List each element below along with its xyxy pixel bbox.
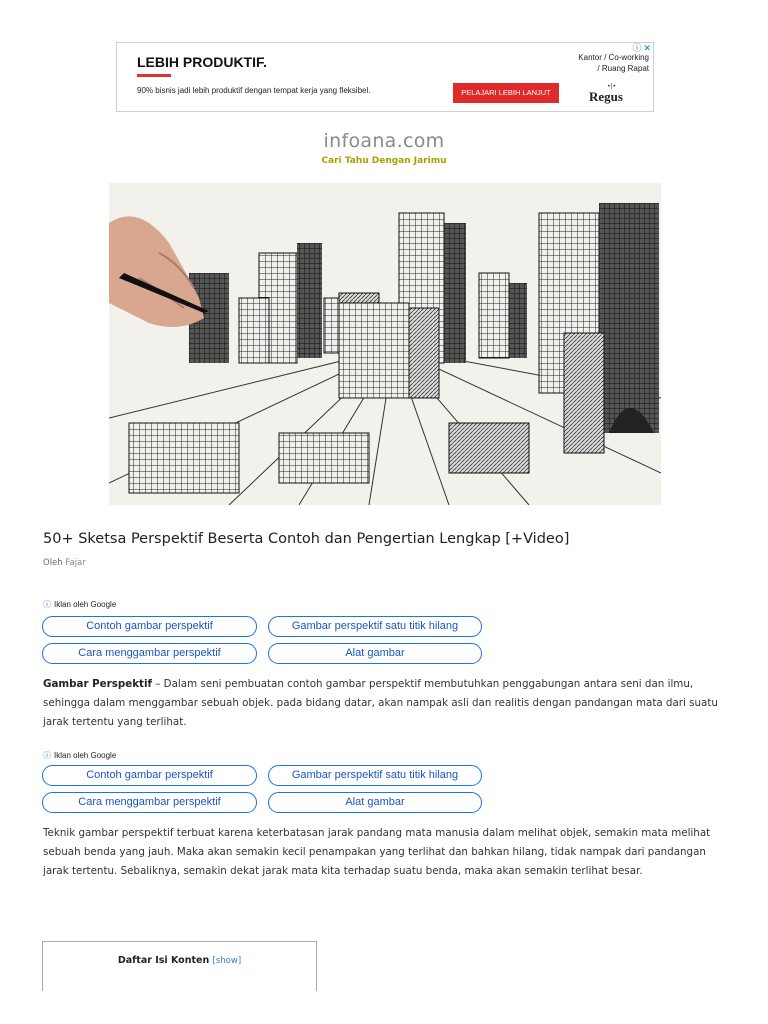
info-icon: ⓘ (43, 751, 51, 760)
ad-link-cara-menggambar[interactable]: Cara menggambar perspektif (42, 792, 257, 813)
ads-label-text: Iklan oleh Google (54, 751, 117, 760)
ads-by-google-label[interactable] (43, 750, 116, 761)
ad-link-alat-gambar[interactable]: Alat gambar (268, 792, 482, 813)
author-link[interactable]: Fajar (65, 558, 86, 568)
ad-headline: LEBIH PRODUKTIF. (137, 54, 267, 70)
ad-accent-bar (137, 74, 171, 77)
ad-body-text: 90% bisnis jadi lebih produktif dengan tempat kerja yang fleksibel. (137, 86, 371, 95)
ad-link-alat-gambar[interactable]: Alat gambar (268, 643, 482, 664)
toc-title (43, 955, 316, 966)
ad-link-cara-menggambar[interactable]: Cara menggambar perspektif (42, 643, 257, 664)
toc-title-text: Daftar Isi Konten (117, 955, 210, 966)
ads-label-text: Iklan oleh Google (54, 600, 117, 609)
paragraph-1-text: – Dalam seni pembuatan contoh gambar perspektif membutuhkan penggabungan antara seni dan ilmu, sehingga dalam menggambar sebuah objek. pada bidang datar, akan nampak asli dan realitis dengan pandangan mata dari suatu jarak tertentu yang terlihat. (43, 678, 718, 728)
toc-toggle-link[interactable]: [show] (212, 956, 242, 966)
ad-link-satu-titik-hilang[interactable]: Gambar perspektif satu titik hilang (268, 616, 482, 637)
ad-controls (630, 44, 651, 54)
info-icon: ⓘ (43, 600, 51, 609)
ad-right-text-line1: Kantor / Co-working (578, 53, 649, 62)
term-bold: Gambar Perspektif (43, 678, 152, 690)
table-of-contents (42, 941, 317, 991)
article-paragraph-1 (43, 675, 733, 732)
article-paragraph-2: Teknik gambar perspektif terbuat karena keterbatasan jarak pandang mata manusia dalam melihat objek, semakin mata melihat sebuah benda yang jauh. Maka akan semakin kecil penampakan yang terlihat dan bahkan hilang, tidak nampak dari pandangan jarak tertentu. Sebaliknya, semakin dekat jarak mata kita terhadap suatu benda, maka akan semakin terlihat besar. (43, 827, 711, 877)
ad-cta-button[interactable]: PELAJARI LEBIH LANJUT (453, 83, 559, 103)
byline-prefix: Oleh (43, 558, 63, 568)
site-name[interactable]: infoana.com (323, 130, 445, 152)
ads-by-google-label[interactable] (43, 599, 116, 610)
ad-right-text-line2: / Ruang Rapat (597, 64, 649, 73)
ad-close-icon[interactable]: ✕ (643, 44, 651, 54)
regus-logo-icon: •|• (607, 83, 617, 90)
article-title: 50+ Sketsa Perspektif Beserta Contoh dan Pengertian Lengkap [+Video] (43, 531, 570, 547)
ad-right-text (557, 52, 649, 74)
byline (43, 558, 86, 568)
ad-info-icon[interactable]: ⓘ (632, 44, 642, 54)
site-tagline: Cari Tahu Dengan Jarimu (321, 156, 447, 166)
ad-link-contoh-gambar[interactable]: Contoh gambar perspektif (42, 616, 257, 637)
banner-ad[interactable] (116, 42, 654, 112)
ad-brand-logo: Regus (589, 89, 623, 104)
ad-link-satu-titik-hilang[interactable]: Gambar perspektif satu titik hilang (268, 765, 482, 786)
perspective-sketch-illustration (109, 183, 661, 505)
hero-image (109, 183, 661, 505)
ad-link-contoh-gambar[interactable]: Contoh gambar perspektif (42, 765, 257, 786)
